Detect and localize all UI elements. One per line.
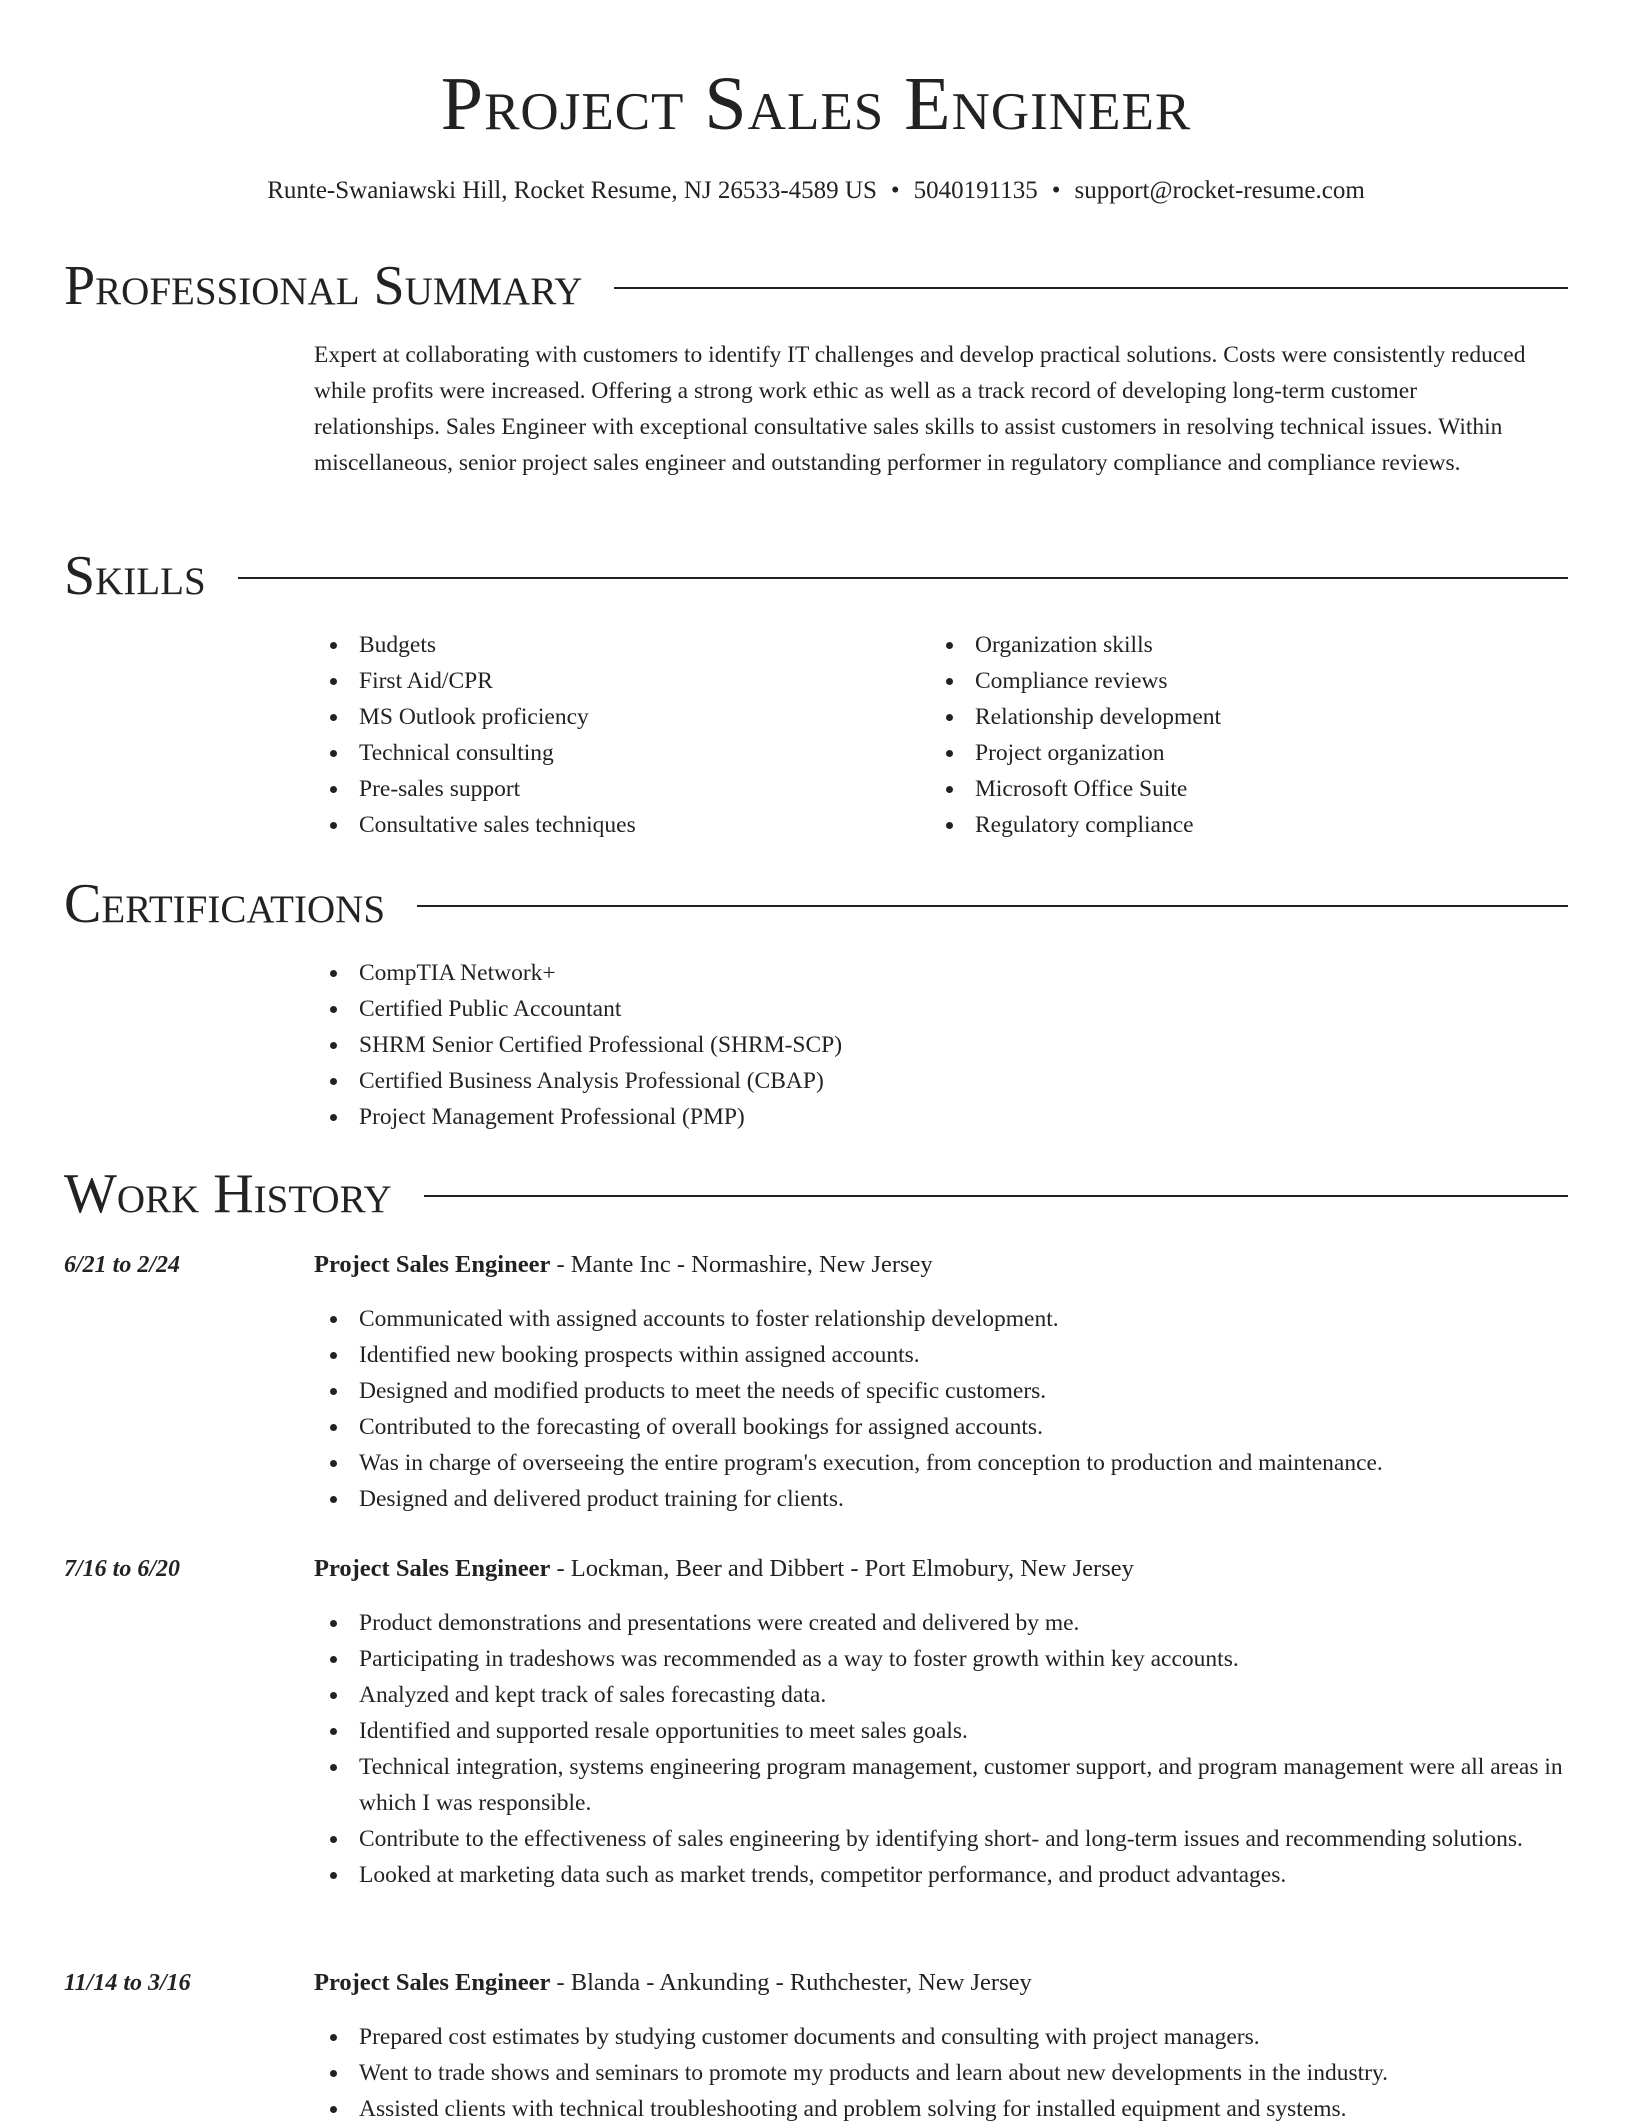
skills-left-column bbox=[314, 627, 874, 843]
job-bullet: Product demonstrations and presentations were created and delivered by me. bbox=[314, 1605, 1568, 1641]
certification-item: Project Management Professional (PMP) bbox=[314, 1099, 1514, 1135]
section-divider bbox=[417, 905, 1568, 907]
job-bullet: Identified and supported resale opportunities to meet sales goals. bbox=[314, 1713, 1568, 1749]
job-bullet: Designed and delivered product training for clients. bbox=[314, 1481, 1568, 1517]
job-title: Project Sales Engineer bbox=[314, 1969, 551, 1996]
job-bullet-list bbox=[314, 1605, 1568, 1893]
work-section-header bbox=[64, 1159, 1568, 1229]
certifications-block bbox=[314, 955, 1514, 1135]
job-bullet: Looked at marketing data such as market trends, competitor performance, and product advantages. bbox=[314, 1857, 1568, 1893]
contact-address: Runte-Swaniawski Hill, Rocket Resume, NJ 26533-4589 US bbox=[267, 177, 877, 204]
job-dates: 11/14 to 3/16 bbox=[64, 1970, 191, 1996]
job-bullets bbox=[314, 1605, 1568, 1893]
job-company: - Mante Inc - Normashire, New Jersey bbox=[556, 1251, 933, 1278]
job-dates: 6/21 to 2/24 bbox=[64, 1252, 181, 1278]
skills-right-column bbox=[930, 627, 1490, 843]
job-bullet: Contribute to the effectiveness of sales engineering by identifying short- and long-term issues and recommending solutions. bbox=[314, 1821, 1568, 1857]
certifications-list bbox=[314, 955, 1514, 1135]
skill-item: Technical consulting bbox=[314, 735, 874, 771]
skill-item: First Aid/CPR bbox=[314, 663, 874, 699]
job-title: Project Sales Engineer bbox=[314, 1251, 551, 1278]
contact-phone: 5040191135 bbox=[913, 177, 1038, 204]
certification-item: SHRM Senior Certified Professional (SHRM-SCP) bbox=[314, 1027, 1514, 1063]
skills-list-right bbox=[930, 627, 1490, 843]
resume-name: Project Sales Engineer bbox=[440, 62, 1192, 146]
skill-item: Relationship development bbox=[930, 699, 1490, 735]
skill-item: Regulatory compliance bbox=[930, 807, 1490, 843]
job-bullet: Identified new booking prospects within assigned accounts. bbox=[314, 1337, 1568, 1373]
job-dates: 7/16 to 6/20 bbox=[64, 1556, 181, 1582]
skill-item: Microsoft Office Suite bbox=[930, 771, 1490, 807]
job-bullet: Assisted clients with technical troubleshooting and problem solving for installed equipment and systems. bbox=[314, 2091, 1568, 2127]
job-bullet: Went to trade shows and seminars to promote my products and learn about new developments in the industry. bbox=[314, 2055, 1568, 2091]
job-bullet: Contributed to the forecasting of overall bookings for assigned accounts. bbox=[314, 1409, 1568, 1445]
certifications-section-header bbox=[64, 869, 1568, 939]
job-bullet: Technical integration, systems engineering program management, customer support, and program management were all areas in which I was responsible. bbox=[314, 1749, 1568, 1821]
section-divider bbox=[614, 287, 1568, 289]
skills-section-header bbox=[64, 541, 1568, 611]
job-bullet: Analyzed and kept track of sales forecasting data. bbox=[314, 1677, 1568, 1713]
summary-text: Expert at collaborating with customers to identify IT challenges and develop practical solutions. Costs were consistently reduced while profits were increased. Offering a strong work ethic as well as a track record of developing long-term customer relationships. Sales Engineer with exceptional consultative sales skills to assist customers in resolving technical issues. Within miscellaneous, senior project sales engineer and outstanding performer in regulatory compliance and compliance reviews. bbox=[314, 342, 1526, 476]
job-bullet: Was in charge of overseeing the entire program's execution, from conception to production and maintenance. bbox=[314, 1445, 1568, 1481]
job-bullets bbox=[314, 2019, 1568, 2127]
job-bullet: Designed and modified products to meet the needs of specific customers. bbox=[314, 1373, 1568, 1409]
contact-separator: • bbox=[1051, 177, 1061, 204]
skill-item: Compliance reviews bbox=[930, 663, 1490, 699]
job-heading bbox=[314, 1965, 1032, 2001]
job-bullet-list bbox=[314, 1301, 1568, 1517]
summary-section-title: Professional Summary bbox=[64, 255, 583, 317]
section-divider bbox=[424, 1195, 1568, 1197]
certification-item: Certified Business Analysis Professional (CBAP) bbox=[314, 1063, 1514, 1099]
job-title: Project Sales Engineer bbox=[314, 1555, 551, 1582]
job-bullet: Prepared cost estimates by studying customer documents and consulting with project managers. bbox=[314, 2019, 1568, 2055]
job-bullet-list bbox=[314, 2019, 1568, 2127]
certifications-section-title: Certifications bbox=[64, 873, 386, 935]
skills-list-left bbox=[314, 627, 874, 843]
skill-item: Budgets bbox=[314, 627, 874, 663]
job-bullets bbox=[314, 1301, 1568, 1517]
contact-line bbox=[0, 174, 1632, 208]
job-company: - Lockman, Beer and Dibbert - Port Elmobury, New Jersey bbox=[556, 1555, 1134, 1582]
skill-item: Project organization bbox=[930, 735, 1490, 771]
skill-item: Pre-sales support bbox=[314, 771, 874, 807]
section-divider bbox=[238, 577, 1568, 579]
summary-section-header bbox=[64, 251, 1568, 321]
certification-item: CompTIA Network+ bbox=[314, 955, 1514, 991]
job-company: - Blanda - Ankunding - Ruthchester, New Jersey bbox=[556, 1969, 1032, 1996]
skill-item: MS Outlook proficiency bbox=[314, 699, 874, 735]
contact-email: support@rocket-resume.com bbox=[1074, 177, 1365, 204]
job-heading bbox=[314, 1247, 933, 1283]
job-heading bbox=[314, 1551, 1134, 1587]
work-section-title: Work History bbox=[64, 1163, 392, 1225]
skill-item: Organization skills bbox=[930, 627, 1490, 663]
skills-section-title: Skills bbox=[64, 545, 206, 607]
skill-item: Consultative sales techniques bbox=[314, 807, 874, 843]
contact-separator: • bbox=[890, 177, 900, 204]
certification-item: Certified Public Accountant bbox=[314, 991, 1514, 1027]
job-bullet: Participating in tradeshows was recommended as a way to foster growth within key accounts. bbox=[314, 1641, 1568, 1677]
job-bullet: Communicated with assigned accounts to foster relationship development. bbox=[314, 1301, 1568, 1337]
